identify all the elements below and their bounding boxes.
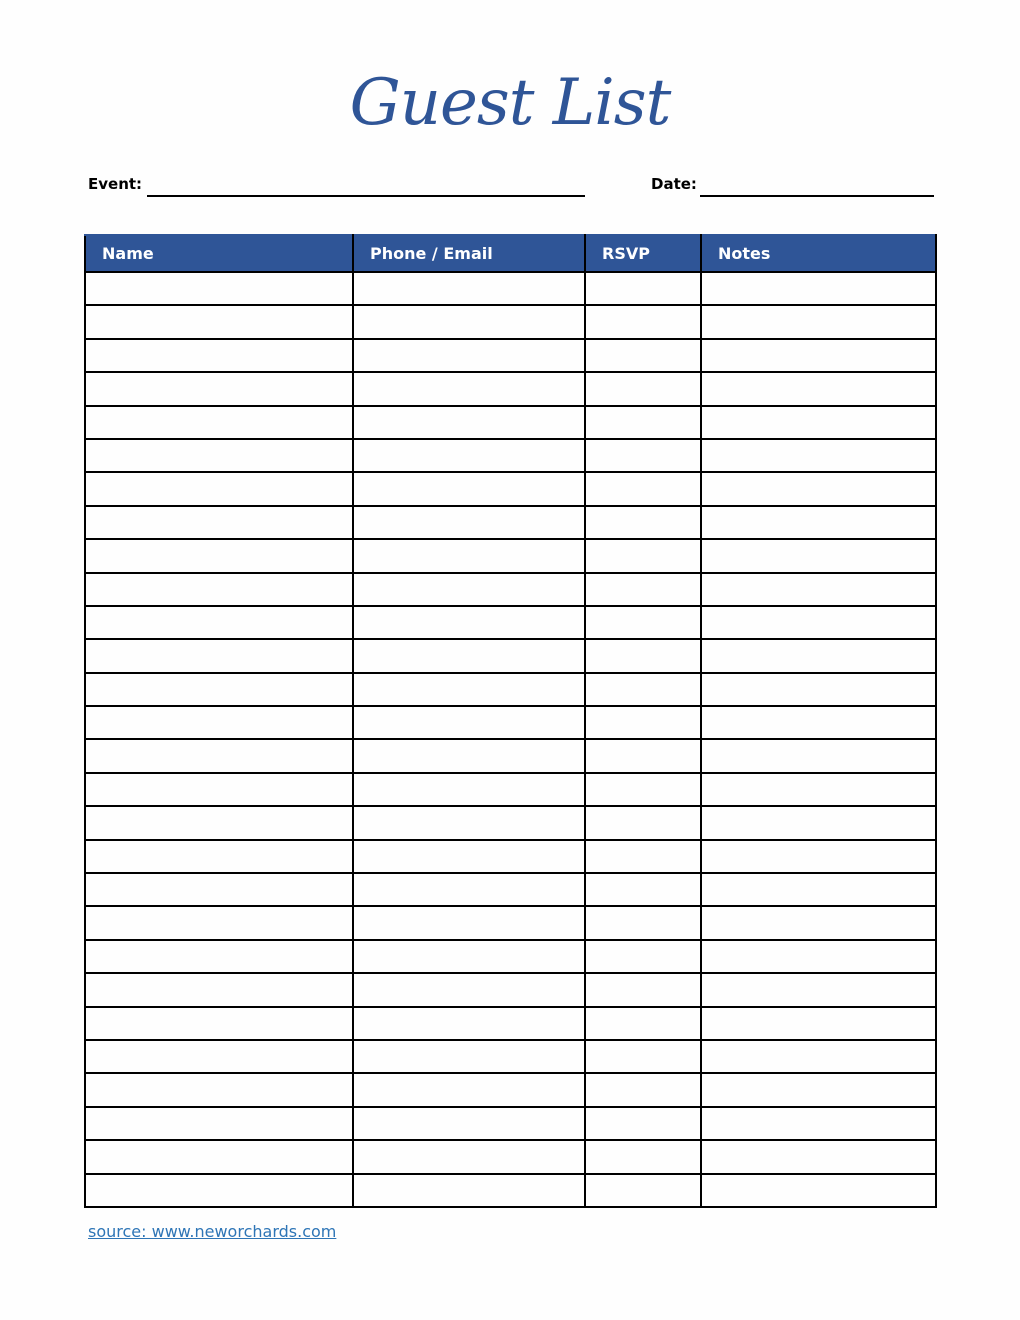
name-cell[interactable]	[85, 1140, 353, 1173]
name-cell[interactable]	[85, 439, 353, 472]
notes-cell[interactable]	[701, 339, 936, 372]
phone-email-cell[interactable]	[353, 406, 585, 439]
event-label: Event:	[88, 175, 143, 193]
name-cell[interactable]	[85, 506, 353, 539]
event-field[interactable]	[147, 195, 585, 197]
name-cell[interactable]	[85, 1174, 353, 1207]
rsvp-cell[interactable]	[585, 1073, 701, 1106]
table-body	[85, 272, 936, 1207]
table-row	[85, 406, 936, 439]
rsvp-cell[interactable]	[585, 840, 701, 873]
table-row	[85, 973, 936, 1006]
rsvp-cell[interactable]	[585, 272, 701, 305]
name-cell[interactable]	[85, 806, 353, 839]
table-row	[85, 573, 936, 606]
name-cell[interactable]	[85, 840, 353, 873]
notes-cell[interactable]	[701, 1007, 936, 1040]
phone-email-cell[interactable]	[353, 506, 585, 539]
phone-email-cell[interactable]	[353, 1073, 585, 1106]
rsvp-cell[interactable]	[585, 573, 701, 606]
name-cell[interactable]	[85, 372, 353, 405]
rsvp-cell[interactable]	[585, 906, 701, 939]
name-cell[interactable]	[85, 1007, 353, 1040]
notes-cell[interactable]	[701, 439, 936, 472]
name-cell[interactable]	[85, 739, 353, 772]
notes-cell[interactable]	[701, 406, 936, 439]
notes-cell[interactable]	[701, 606, 936, 639]
table-row	[85, 506, 936, 539]
phone-email-cell[interactable]	[353, 272, 585, 305]
notes-cell[interactable]	[701, 1107, 936, 1140]
phone-email-cell[interactable]	[353, 606, 585, 639]
notes-cell[interactable]	[701, 739, 936, 772]
table-row	[85, 873, 936, 906]
rsvp-cell[interactable]	[585, 406, 701, 439]
name-cell[interactable]	[85, 773, 353, 806]
rsvp-cell[interactable]	[585, 873, 701, 906]
phone-email-cell[interactable]	[353, 439, 585, 472]
notes-cell[interactable]	[701, 639, 936, 672]
source-link[interactable]: source: www.neworchards.com	[88, 1222, 337, 1241]
name-cell[interactable]	[85, 305, 353, 338]
table-row	[85, 472, 936, 505]
guest-list-table	[84, 234, 937, 1208]
notes-cell[interactable]	[701, 906, 936, 939]
notes-cell[interactable]	[701, 372, 936, 405]
name-cell[interactable]	[85, 1107, 353, 1140]
notes-cell[interactable]	[701, 673, 936, 706]
table-row	[85, 539, 936, 572]
notes-cell[interactable]	[701, 973, 936, 1006]
table-row	[85, 272, 936, 305]
table-row	[85, 372, 936, 405]
table-row	[85, 1007, 936, 1040]
phone-email-cell[interactable]	[353, 1007, 585, 1040]
notes-cell[interactable]	[701, 305, 936, 338]
name-cell[interactable]	[85, 472, 353, 505]
phone-email-cell[interactable]	[353, 539, 585, 572]
table-row	[85, 439, 936, 472]
table-row	[85, 673, 936, 706]
notes-cell[interactable]	[701, 1040, 936, 1073]
notes-cell[interactable]	[701, 472, 936, 505]
rsvp-cell[interactable]	[585, 305, 701, 338]
rsvp-cell[interactable]	[585, 472, 701, 505]
date-field[interactable]	[700, 195, 934, 197]
rsvp-cell[interactable]	[585, 1174, 701, 1207]
notes-cell[interactable]	[701, 773, 936, 806]
notes-cell[interactable]	[701, 706, 936, 739]
notes-cell[interactable]	[701, 940, 936, 973]
rsvp-cell[interactable]	[585, 372, 701, 405]
rsvp-cell[interactable]	[585, 439, 701, 472]
phone-email-cell[interactable]	[353, 1040, 585, 1073]
column-header-phone-email: Phone / Email	[353, 235, 585, 272]
phone-email-cell[interactable]	[353, 673, 585, 706]
phone-email-cell[interactable]	[353, 706, 585, 739]
rsvp-cell[interactable]	[585, 739, 701, 772]
rsvp-cell[interactable]	[585, 606, 701, 639]
table-row	[85, 840, 936, 873]
phone-email-cell[interactable]	[353, 973, 585, 1006]
table-row	[85, 940, 936, 973]
phone-email-cell[interactable]	[353, 773, 585, 806]
name-cell[interactable]	[85, 1040, 353, 1073]
column-header-name: Name	[85, 235, 353, 272]
rsvp-cell[interactable]	[585, 339, 701, 372]
table-row	[85, 706, 936, 739]
table-row	[85, 1107, 936, 1140]
phone-email-cell[interactable]	[353, 573, 585, 606]
rsvp-cell[interactable]	[585, 1107, 701, 1140]
notes-cell[interactable]	[701, 573, 936, 606]
table-row	[85, 773, 936, 806]
rsvp-cell[interactable]	[585, 806, 701, 839]
notes-cell[interactable]	[701, 873, 936, 906]
rsvp-cell[interactable]	[585, 973, 701, 1006]
table-row	[85, 1073, 936, 1106]
phone-email-cell[interactable]	[353, 1140, 585, 1173]
table-row	[85, 1174, 936, 1207]
name-cell[interactable]	[85, 706, 353, 739]
table-row	[85, 1040, 936, 1073]
date-label: Date:	[651, 175, 697, 193]
rsvp-cell[interactable]	[585, 639, 701, 672]
notes-cell[interactable]	[701, 806, 936, 839]
name-cell[interactable]	[85, 606, 353, 639]
rsvp-cell[interactable]	[585, 706, 701, 739]
column-header-rsvp: RSVP	[585, 235, 701, 272]
notes-cell[interactable]	[701, 1174, 936, 1207]
name-cell[interactable]	[85, 906, 353, 939]
table-header-row	[85, 235, 936, 272]
name-cell[interactable]	[85, 639, 353, 672]
phone-email-cell[interactable]	[353, 873, 585, 906]
notes-cell[interactable]	[701, 539, 936, 572]
notes-cell[interactable]	[701, 1073, 936, 1106]
rsvp-cell[interactable]	[585, 1007, 701, 1040]
rsvp-cell[interactable]	[585, 673, 701, 706]
rsvp-cell[interactable]	[585, 1140, 701, 1173]
table-row	[85, 739, 936, 772]
name-cell[interactable]	[85, 272, 353, 305]
table-row	[85, 1140, 936, 1173]
phone-email-cell[interactable]	[353, 1107, 585, 1140]
rsvp-cell[interactable]	[585, 1040, 701, 1073]
notes-cell[interactable]	[701, 840, 936, 873]
name-cell[interactable]	[85, 973, 353, 1006]
phone-email-cell[interactable]	[353, 339, 585, 372]
notes-cell[interactable]	[701, 506, 936, 539]
phone-email-cell[interactable]	[353, 1174, 585, 1207]
name-cell[interactable]	[85, 1073, 353, 1106]
phone-email-cell[interactable]	[353, 639, 585, 672]
name-cell[interactable]	[85, 573, 353, 606]
notes-cell[interactable]	[701, 272, 936, 305]
phone-email-cell[interactable]	[353, 739, 585, 772]
name-cell[interactable]	[85, 406, 353, 439]
phone-email-cell[interactable]	[353, 840, 585, 873]
table-row	[85, 339, 936, 372]
table-row	[85, 606, 936, 639]
table-row	[85, 806, 936, 839]
name-cell[interactable]	[85, 940, 353, 973]
phone-email-cell[interactable]	[353, 372, 585, 405]
phone-email-cell[interactable]	[353, 940, 585, 973]
table-row	[85, 639, 936, 672]
name-cell[interactable]	[85, 539, 353, 572]
phone-email-cell[interactable]	[353, 906, 585, 939]
rsvp-cell[interactable]	[585, 506, 701, 539]
name-cell[interactable]	[85, 673, 353, 706]
table-row	[85, 906, 936, 939]
column-header-notes: Notes	[701, 235, 936, 272]
rsvp-cell[interactable]	[585, 940, 701, 973]
rsvp-cell[interactable]	[585, 539, 701, 572]
phone-email-cell[interactable]	[353, 472, 585, 505]
name-cell[interactable]	[85, 873, 353, 906]
rsvp-cell[interactable]	[585, 773, 701, 806]
phone-email-cell[interactable]	[353, 806, 585, 839]
phone-email-cell[interactable]	[353, 305, 585, 338]
notes-cell[interactable]	[701, 1140, 936, 1173]
page-title: Guest List	[349, 66, 671, 140]
name-cell[interactable]	[85, 339, 353, 372]
table-row	[85, 305, 936, 338]
